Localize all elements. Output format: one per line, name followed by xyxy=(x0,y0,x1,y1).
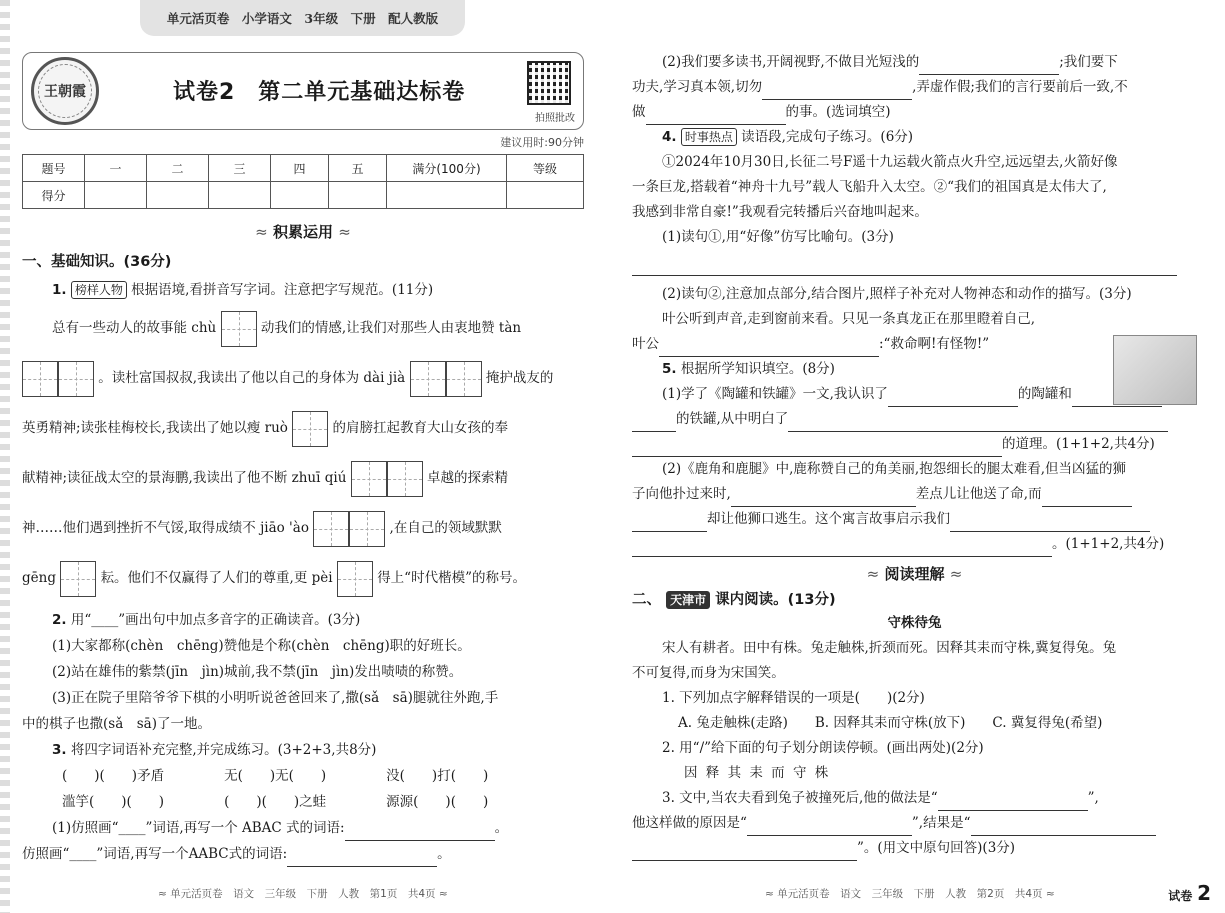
right-page: (2)我们要多读书,开阔视野,不做目光短浅的 ;我们要下 功夫,学习真本领,切勿 ,弄虚作假;我们的言行要前后一致,不 做 的事。(选词填空) 4. 时事热点 读语段,完成句子练习。(6分) ①2024年10月30日,长征二号F遥十九运载火箭点火升空,远远望去,火箭好像 一条巨龙,搭载着“神舟十九号”载人飞船升入太空。②“我们的祖国真是太伟大了, 我感到非常自豪!”我观看完转播后兴奋地叫起来。 (1)读句①,用“好像”仿写比喻句。(3分) (2)读句②,注意加点部分,结合图片,照样子补充对人物神态和动作的描写。(3分) 叶公听到声音,走到窗前来看。只见一条真龙正在那里瞪着自己, 叶公 :“救命啊!有怪物!” 5. 根据所学知识填空。(8分) (1)学了《陶罐和铁罐》一文,我认识了 的陶罐和 的铁罐,从中明白了 的道理。(1+1+2,共4分) (2)《鹿角和鹿腿》中,鹿称赞自己的角美丽,抱怨细长的腿太难看,但当凶猛的狮 子向他扑过来时, 差点儿让他送了命,而 却让他狮口逃生。这个寓言故事启示我们 。(1+1+2,共4分) ≈ 阅读理解 ≈ 二、 天津市 课内阅读。(13分) 守株待兔 宋人有耕者。田中有株。兔走触株,折颈而死。因释其耒而守株,冀复得兔。兔 不可复得,而身为宋国笑。 1. 下列加点字解释错误的一项是( )(2分) A. 兔走触株(走路) B. 因释其耒而守株(放下) C. 冀复得兔(希望) 2. 用“/”给下面的句子划分朗读停顿。(画出两处)(2分) 因 释 其 耒 而 守 株 3. 文中,当农夫看到兔子被撞死后,他的做法是“ ”, 他这样做的原因是“ ”,结果是“ ”。(用文中原句回答)(3分) xyxy=(632,50,1197,861)
score-cell[interactable] xyxy=(209,182,271,209)
answer-box[interactable] xyxy=(446,361,482,397)
answer-box[interactable] xyxy=(221,311,257,347)
reading-q3: 3. 文中,当农夫看到兔子被撞死后,他的做法是“ ”, xyxy=(632,786,1197,811)
page-title: 试卷2 第二单元基础达标卷 xyxy=(173,80,466,105)
part2-title: 二、 天津市 课内阅读。(13分) xyxy=(632,592,836,608)
answer-box[interactable] xyxy=(351,461,387,497)
question-3: 3. 将四字词语补充完整,并完成练习。(3+2+3,共8分) ( )( )矛盾 无( )无( ) 没( )打( ) 滥竽( )( ) ( )( )之蛙 源源( )( ) (1)仿照画“____”词语,再写一个 ABAC 式的词语: 。 仿照画“____”词语,再写一个AABC式的词语: 。 xyxy=(22,737,584,867)
score-table-header-row: 题号 一 二 三 四 五 满分(100分) 等级 xyxy=(23,155,584,182)
page-edge-decoration xyxy=(0,0,10,913)
score-cell[interactable] xyxy=(85,182,147,209)
paper-number-label: 试卷 2 xyxy=(1168,881,1211,905)
title-box xyxy=(22,52,584,130)
ye-gong-dragon-illustration xyxy=(1113,335,1197,405)
section-heading-reading: ≈ 阅读理解 ≈ xyxy=(866,565,963,583)
answer-box[interactable] xyxy=(349,511,385,547)
part1-title: 一、基础知识。(36分) xyxy=(22,254,172,270)
tag-current-events: 时事热点 xyxy=(681,128,737,146)
answer-line[interactable] xyxy=(632,556,1052,557)
answer-line[interactable] xyxy=(287,866,437,867)
score-cell[interactable] xyxy=(507,182,584,209)
footer-left: ≈ 单元活页卷 语文 三年级 下册 人教 第1页 共4页 ≈ xyxy=(158,888,448,900)
answer-line[interactable] xyxy=(632,250,1177,276)
reading-q2: 2. 用“/”给下面的句子划分朗读停顿。(画出两处)(2分) xyxy=(662,740,984,756)
answer-line[interactable] xyxy=(632,860,857,861)
left-page xyxy=(22,52,584,867)
score-table xyxy=(22,154,584,209)
answer-box[interactable] xyxy=(313,511,349,547)
score-cell[interactable] xyxy=(271,182,329,209)
top-banner: 单元活页卷 小学语文 3年级 下册 配人教版 xyxy=(140,0,465,36)
qr-code-icon[interactable] xyxy=(527,61,571,105)
story-title: 守株待兔 xyxy=(887,615,942,631)
answer-box[interactable] xyxy=(337,561,373,597)
answer-box[interactable] xyxy=(292,411,328,447)
score-cell[interactable] xyxy=(387,182,507,209)
question-1-header: 1. 榜样人物 根据语境,看拼音写字词。注意把字写规范。(11分) xyxy=(52,282,434,298)
question-4: 4. 时事热点 读语段,完成句子练习。(6分) xyxy=(662,129,914,145)
reading-q1: 1. 下列加点字解释错误的一项是( )(2分) xyxy=(662,690,925,706)
answer-box[interactable] xyxy=(410,361,446,397)
score-cell[interactable] xyxy=(329,182,387,209)
reading-q1-options: A. 兔走触株(走路) B. 因释其耒而守株(放下) C. 冀复得兔(希望) xyxy=(678,715,1103,731)
tag-tianjin: 天津市 xyxy=(666,591,710,609)
answer-box[interactable] xyxy=(58,361,94,397)
question-2: 2. 用“____”画出句中加点多音字的正确读音。(3分) (1)大家都称(chèn chēng)赞他是个称(chèn chēng)职的好班长。 (2)站在雄伟的紫禁(jīn jìn)城前,我不禁(jīn jìn)发出啧啧的称赞。 (3)正在院子里陪爷爷下棋的小明听说爸爸回来了,撒(sǎ sā)腿就往外跑,手 中的棋子也撒(sǎ sā)了一地。 xyxy=(22,612,499,732)
reading-q2-sentence: 因 释 其 耒 而 守 株 xyxy=(684,765,831,781)
answer-box[interactable] xyxy=(387,461,423,497)
footer-right: ≈ 单元活页卷 语文 三年级 下册 人教 第2页 共4页 ≈ xyxy=(765,888,1055,900)
time-note: 建议用时:90分钟 xyxy=(500,136,584,149)
section-heading-accumulation: ≈ 积累运用 ≈ xyxy=(255,223,351,241)
score-table-input-row: 得分 xyxy=(23,182,584,209)
question-5: 5. 根据所学知识填空。(8分) xyxy=(662,361,835,377)
tag-role-model: 榜样人物 xyxy=(71,281,127,299)
answer-box[interactable] xyxy=(22,361,58,397)
score-cell[interactable] xyxy=(147,182,209,209)
brand-logo xyxy=(31,57,99,125)
logo-text: 王朝霞 xyxy=(44,84,86,100)
qr-label: 拍照批改 xyxy=(535,113,575,124)
question-1-body: 总有一些动人的故事能 chù 动我们的情感,让我们对那些人由衷地赞 tàn 。读杜富国叔叔,我读出了他以自己的身体为 dài jià 掩护战友的 英勇精神;读张桂梅校长,我读出了她以瘦 ruò 的肩膀扛起教育大山女孩的奉 献精神;读征战太空的景海鹏,我读出了他不断 zhuī qiú 卓越的探索精 神……他们遇到挫折不气馁,取得成绩不 jiāo 'ào ,在自己的领域默默 gēng 耘。他们不仅赢得了人们的尊重,更 pèi 得上“时代楷模”的称号。 xyxy=(22,303,584,603)
q-continuation: (2)我们要多读书,开阔视野,不做目光短浅的 ;我们要下 xyxy=(632,50,1197,75)
answer-box[interactable] xyxy=(60,561,96,597)
